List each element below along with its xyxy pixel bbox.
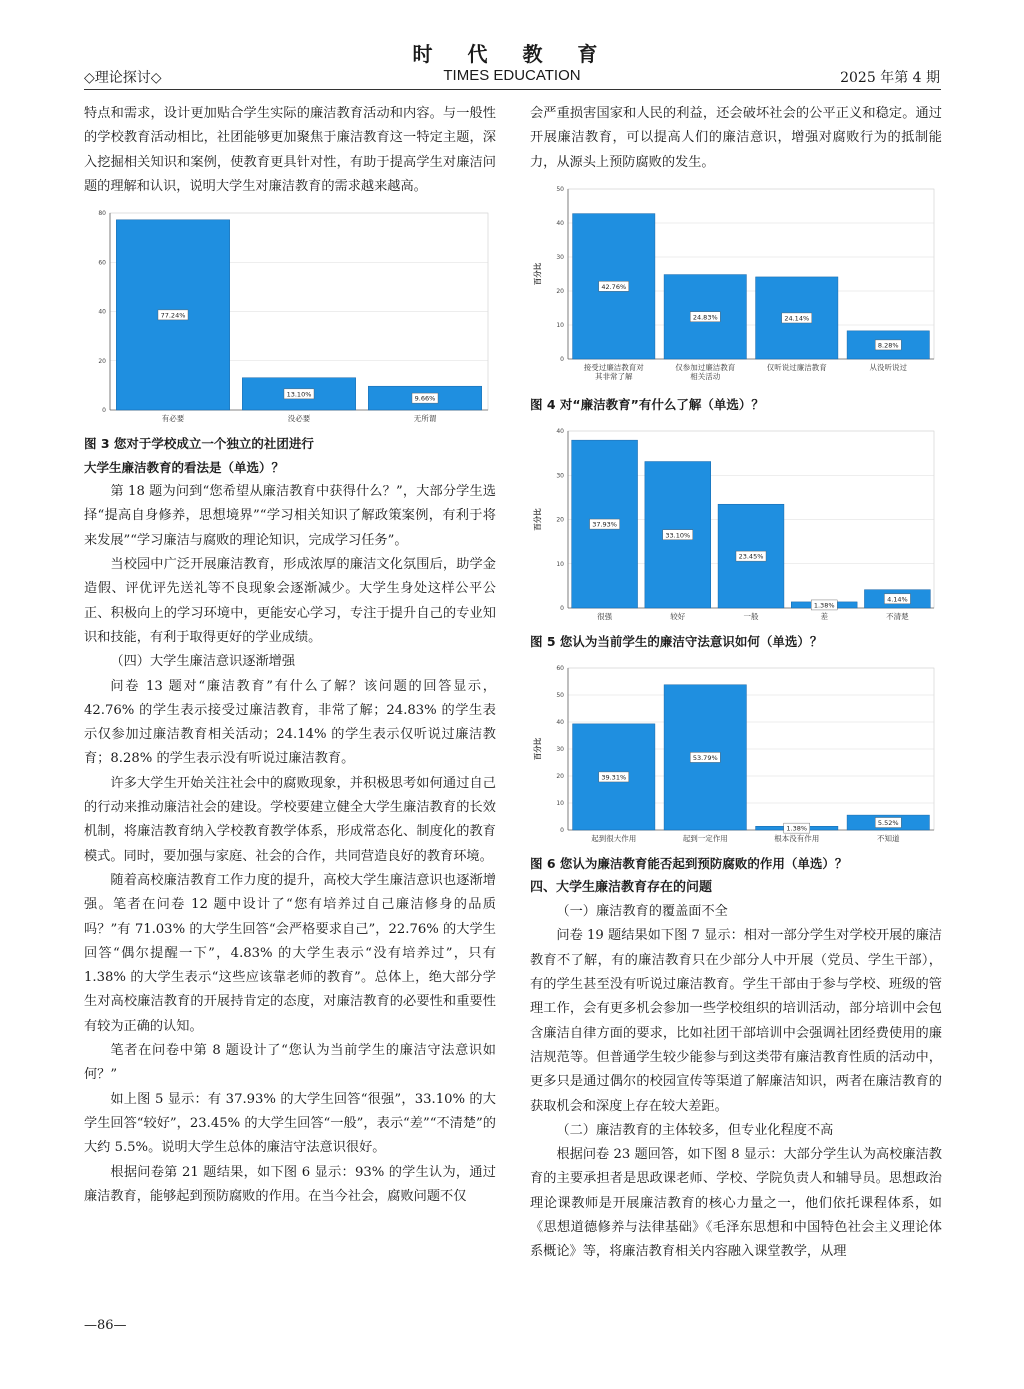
x-tick-label: 有必要 <box>161 414 185 424</box>
figure-3 <box>84 205 496 430</box>
data-label: 1.38% <box>786 824 808 833</box>
data-label: 33.10% <box>665 531 691 540</box>
y-tick-label: 30 <box>556 745 564 753</box>
y-tick-label: 40 <box>98 308 106 316</box>
x-tick-label: 仅参加过廉洁教育 <box>675 362 736 372</box>
data-label: 23.45% <box>738 552 764 561</box>
issue-label: 2025 年第 4 期 <box>840 70 940 86</box>
figure-6-chart <box>530 660 942 850</box>
x-tick-label: 不清楚 <box>886 611 909 621</box>
y-tick-label: 40 <box>556 219 564 227</box>
paragraph: 会严重损害国家和人民的利益，还会破坏社会的公平正义和稳定。通过开展廉洁教育，可以提高人们的廉洁意识，增强对腐败行为的抵制能力，从源头上预防腐败的发生。 <box>530 106 942 170</box>
paragraph: 问卷 13 题对“廉洁教育”有什么了解？该问题的回答显示，42.76% 的学生表示接受过廉洁教育，非常了解；24.83% 的学生表示仅参加过廉洁教育相关活动；24.14% 的学生表示仅听说过廉洁教育；8.28% 的学生表示没有听说过廉洁教育。 <box>84 678 496 767</box>
paragraph: 第 18 题为问到“您希望从廉洁教育中获得什么？”，大部分学生选择“提高自身修养，思想境界”“学习相关知识了解政策案例，有利于将来发展”“学习廉洁与腐败的理论知识，完成学习任务”。 <box>84 484 496 548</box>
y-tick-label: 30 <box>556 472 564 480</box>
journal-title-cn: 时 代 教 育 <box>412 42 612 66</box>
paragraph: 当校园中广泛开展廉洁教育，形成浓厚的廉洁文化氛围后，助学金造假、评优评先送礼等不良现象会逐渐减少。大学生身处这样公平公正、积极向上的学习环境中，更能安心学习，专注于提升自己的专业知识和技能，有利于取得更好的学业成绩。 <box>84 557 496 645</box>
y-tick-label: 80 <box>98 210 106 218</box>
paragraph: 随着高校廉洁教育工作力度的提升，高校大学生廉洁意识也逐渐增强。笔者在问卷 12 题中设计了“您有培养过自己廉洁修身的品质吗？”有 71.03% 的大学生回答“会严格要求自己”，22.76% 的大学生回答“偶尔提醒一下”，4.83% 的大学生表示“没有培养过”，只有 1.38% 的大学生表示“这些应该靠老师的教育”。总体上，绝大部分学生对高校廉洁教育的开展持肯定的态度，对廉洁教育的必要性和重要性有较为正确的认知。 <box>84 872 496 1034</box>
y-tick-label: 50 <box>556 185 564 193</box>
page-number: —86— <box>84 1318 127 1333</box>
paragraph: 许多大学生开始关注社会中的腐败现象，并积极思考如何通过自己的行动来推动廉洁社会的建设。学校要建立健全大学生廉洁教育的长效机制，将廉洁教育纳入学校教育教学体系，形成常态化、制度化的教育模式。同时，要加强与家庭、社会的合作，共同营造良好的教育环境。 <box>84 775 496 864</box>
x-tick-label: 不知道 <box>877 833 900 843</box>
y-tick-label: 10 <box>556 560 564 568</box>
left-column <box>84 102 496 1209</box>
paragraph: 如上图 5 显示：有 37.93% 的大学生回答“很强”，33.10% 的大学生回答“较好”，23.45% 的大学生回答“一般”，表示“差”“不清楚”的大约 5.5%。说明大学生总体的廉洁守法意识很好。 <box>84 1091 496 1156</box>
data-label: 1.38% <box>813 601 835 610</box>
data-label: 53.79% <box>692 753 718 762</box>
data-label: 4.14% <box>887 595 908 604</box>
x-tick-label: 起到一定作用 <box>682 833 728 843</box>
figure-5-caption: 图 5 您认为当前学生的廉洁守法意识如何（单选）？ <box>530 633 823 649</box>
data-label: 24.14% <box>784 314 810 323</box>
section-heading: 四、大学生廉洁教育存在的问题 <box>530 879 713 895</box>
data-label: 37.93% <box>592 520 617 529</box>
x-tick-label: 无所谓 <box>413 414 437 424</box>
y-tick-label: 40 <box>556 718 564 726</box>
y-tick-label: 10 <box>556 799 564 807</box>
figure-4 <box>530 181 942 391</box>
x-tick-label: 其非常了解 <box>595 371 633 381</box>
y-tick-label: 0 <box>560 826 564 834</box>
data-label: 24.83% <box>692 313 718 322</box>
figure-6 <box>530 660 942 850</box>
y-tick-label: 20 <box>556 516 564 524</box>
paragraph: 特点和需求，设计更加贴合学生实际的廉洁教育活动和内容。与一般性的学校教育活动相比，社团能够更加聚焦于廉洁教育这一特定主题，深入挖掘相关知识和案例，使教育更具针对性，有助于提高学生对廉洁问题的理解和认识，说明大学生对廉洁教育的需求越来越高。 <box>84 106 496 194</box>
figure-5 <box>530 423 942 628</box>
y-tick-label: 20 <box>556 772 564 780</box>
journal-title-en: TIMES EDUCATION <box>443 67 581 84</box>
right-column <box>530 102 942 1265</box>
data-label: 8.28% <box>877 341 899 350</box>
data-label: 5.52% <box>877 818 899 827</box>
x-tick-label: 相关活动 <box>690 371 721 381</box>
x-tick-label: 差 <box>820 611 828 621</box>
x-tick-label: 从没听说过 <box>869 362 907 372</box>
x-tick-label: 没必要 <box>287 414 311 424</box>
x-tick-label: 一般 <box>743 611 759 621</box>
paragraph: 根据问卷 23 题回答，如下图 8 显示：大部分学生认为高校廉洁教育的主要承担者是思政课老师、学校、学院负责人和辅导员。思想政治理论课教师是开展廉洁教育的核心力量之一，他们依托课程体系，如《思想道德修养与法律基础》《毛泽东思想和中国特色社会主义理论体系概论》等，将廉洁教育相关内容融入课堂教学，从理 <box>530 1147 942 1260</box>
x-tick-label: 接受过廉洁教育对 <box>583 362 644 372</box>
data-label: 39.31% <box>601 773 627 782</box>
y-tick-label: 10 <box>556 321 564 329</box>
figure-3-chart <box>84 205 496 430</box>
y-tick-label: 20 <box>98 357 106 365</box>
y-tick-label: 0 <box>560 355 564 363</box>
x-tick-label: 仅听说过廉洁教育 <box>766 362 827 372</box>
section-label: ◇理论探讨◇ <box>84 70 162 86</box>
subsection-heading: （一）廉洁教育的覆盖面不全 <box>556 904 728 920</box>
paragraph: 笔者在问卷中第 8 题设计了“您认为当前学生的廉洁守法意识如何？” <box>84 1043 496 1083</box>
y-axis-label: 百分比 <box>533 508 542 531</box>
figure-3-caption: 图 3 您对于学校成立一个独立的社团进行 <box>84 436 314 452</box>
data-label: 42.76% <box>601 282 627 291</box>
paragraph: 问卷 19 题结果如下图 7 显示：相对一部分学生对学校开展的廉洁教育不了解，有的廉洁教育只在少部分人中开展（党员、学生干部），有的学生甚至没有听说过廉洁教育。学生干部由于参与学校、班级的管理工作，会有更多机会参加一些学校组织的培训活动，部分培训中会包含廉洁自律方面的要求，比如社团干部培训中会强调社团经费使用的廉洁规范等。但普通学生较少能参与到这类带有廉洁教育性质的活动中，更多只是通过偶尔的校园宣传等渠道了解廉洁知识，两者在廉洁教育的获取机会和深度上存在较大差距。 <box>530 928 942 1114</box>
subsection-heading: （四）大学生廉洁意识逐渐增强 <box>110 654 296 670</box>
x-tick-label: 很强 <box>597 611 613 621</box>
x-tick-label: 较好 <box>670 611 686 621</box>
y-tick-label: 60 <box>98 259 106 267</box>
y-axis-label: 百分比 <box>533 262 542 286</box>
figure-4-chart <box>530 181 942 391</box>
subsection-heading: （二）廉洁教育的主体较多，但专业化程度不高 <box>556 1122 834 1138</box>
x-tick-label: 根本没有作用 <box>774 833 820 843</box>
y-tick-label: 30 <box>556 253 564 261</box>
data-label: 13.10% <box>286 390 312 399</box>
y-tick-label: 20 <box>556 287 564 295</box>
data-label: 9.66% <box>414 394 436 403</box>
y-tick-label: 50 <box>556 691 564 699</box>
paragraph: 根据问卷第 21 题结果，如下图 6 显示：93% 的学生认为，通过廉洁教育，能够起到预防腐败的作用。在当今社会，腐败问题不仅 <box>84 1164 496 1204</box>
y-axis-label: 百分比 <box>533 737 542 761</box>
data-label: 77.24% <box>160 311 186 320</box>
y-tick-label: 60 <box>556 664 564 672</box>
y-tick-label: 0 <box>102 407 106 415</box>
header-rule <box>84 89 941 90</box>
figure-4-caption: 图 4 对“廉洁教育”有什么了解（单选）？ <box>530 396 764 412</box>
x-tick-label: 起到很大作用 <box>591 833 637 843</box>
y-tick-label: 0 <box>560 604 564 612</box>
figure-3-caption-cont: 大学生廉洁教育的看法是（单选）？ <box>84 460 285 476</box>
figure-5-chart <box>530 423 942 628</box>
figure-6-caption: 图 6 您认为廉洁教育能否起到预防腐败的作用（单选）？ <box>530 855 848 871</box>
y-tick-label: 40 <box>556 427 564 435</box>
